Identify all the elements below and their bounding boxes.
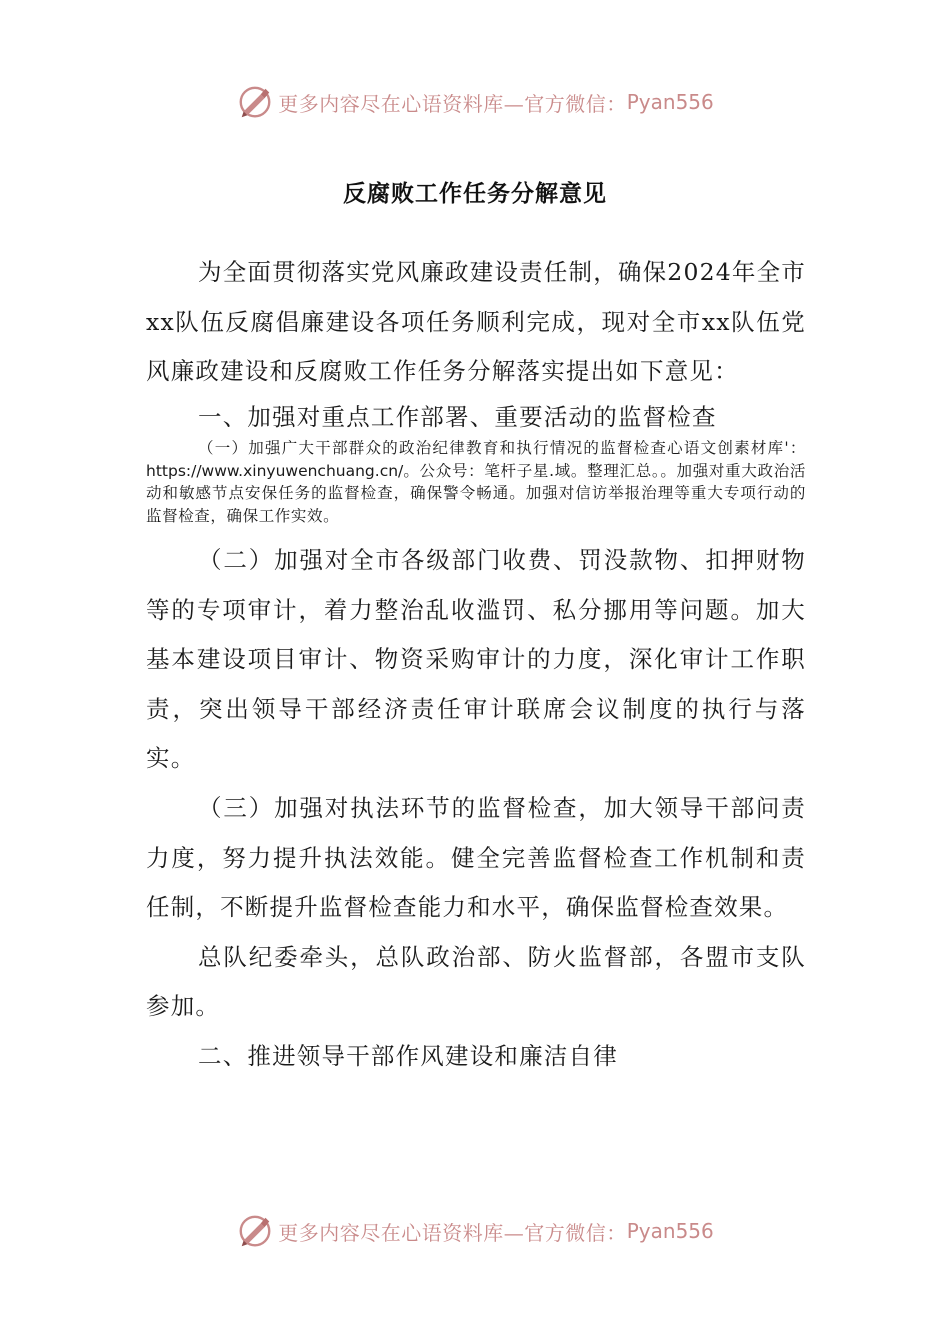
banner-text: 更多内容尽在心语资料库—官方微信：	[278, 1220, 627, 1245]
pen-logo-icon	[236, 1212, 274, 1250]
document-title: 反腐败工作任务分解意见	[343, 180, 607, 207]
item-3-paragraph: （三）加强对执法环节的监督检查，加大领导干部问责力度，努力提升执法效能。健全完善监督检查工作机制和责任制，不断提升监督检查能力和水平，确保监督检查效果。	[146, 793, 806, 922]
banner-wechat-id: Pyan556	[626, 90, 714, 114]
banner-wechat-id: Pyan556	[626, 1219, 714, 1243]
section-2-heading: 二、推进领导干部作风建设和廉洁自律	[198, 1041, 618, 1070]
item-1-paragraph	[146, 437, 806, 528]
lead-unit-paragraph: 总队纪委牵头，总队政治部、防火监督部，各盟市支队参加。	[146, 942, 806, 1021]
document-body	[146, 248, 806, 1082]
intro-paragraph: 为全面贯彻落实党风廉政建设责任制，确保2024年全市xx队伍反腐倡廉建设各项任务顺利完成，现对全市xx队伍党风廉政建设和反腐败工作任务分解落实提出如下意见：	[146, 258, 807, 386]
banner-text: 更多内容尽在心语资料库—官方微信：	[278, 91, 627, 116]
item-1-text-b: 。公众号：笔杆子星.域。整理汇总。。加强对重大政治活动和敏感节点安保任务的监督检查，确保警令畅通。加强对信访举报治理等重大专项行动的监督检查，确保工作实效。	[146, 461, 806, 526]
item-1-text-a: （一）加强广大干部群众的政治纪律教育和执行情况的监督检查心语文创素材库'：	[198, 438, 806, 457]
item-2-paragraph: （二）加强对全市各级部门收费、罚没款物、扣押财物等的专项审计，着力整治乱收滥罚、私分挪用等问题。加大基本建设项目审计、物资采购审计的力度，深化审计工作职责，突出领导干部经济责任审计联席会议制度的执行与落实。	[146, 545, 806, 773]
item-1-url: https://www.xinyuwenchuang.cn/	[146, 461, 404, 480]
pen-logo-icon	[236, 83, 274, 121]
footer-watermark-banner	[0, 1209, 950, 1253]
section-1-heading: 一、加强对重点工作部署、重要活动的监督检查	[198, 402, 717, 431]
header-watermark-banner	[0, 80, 950, 124]
